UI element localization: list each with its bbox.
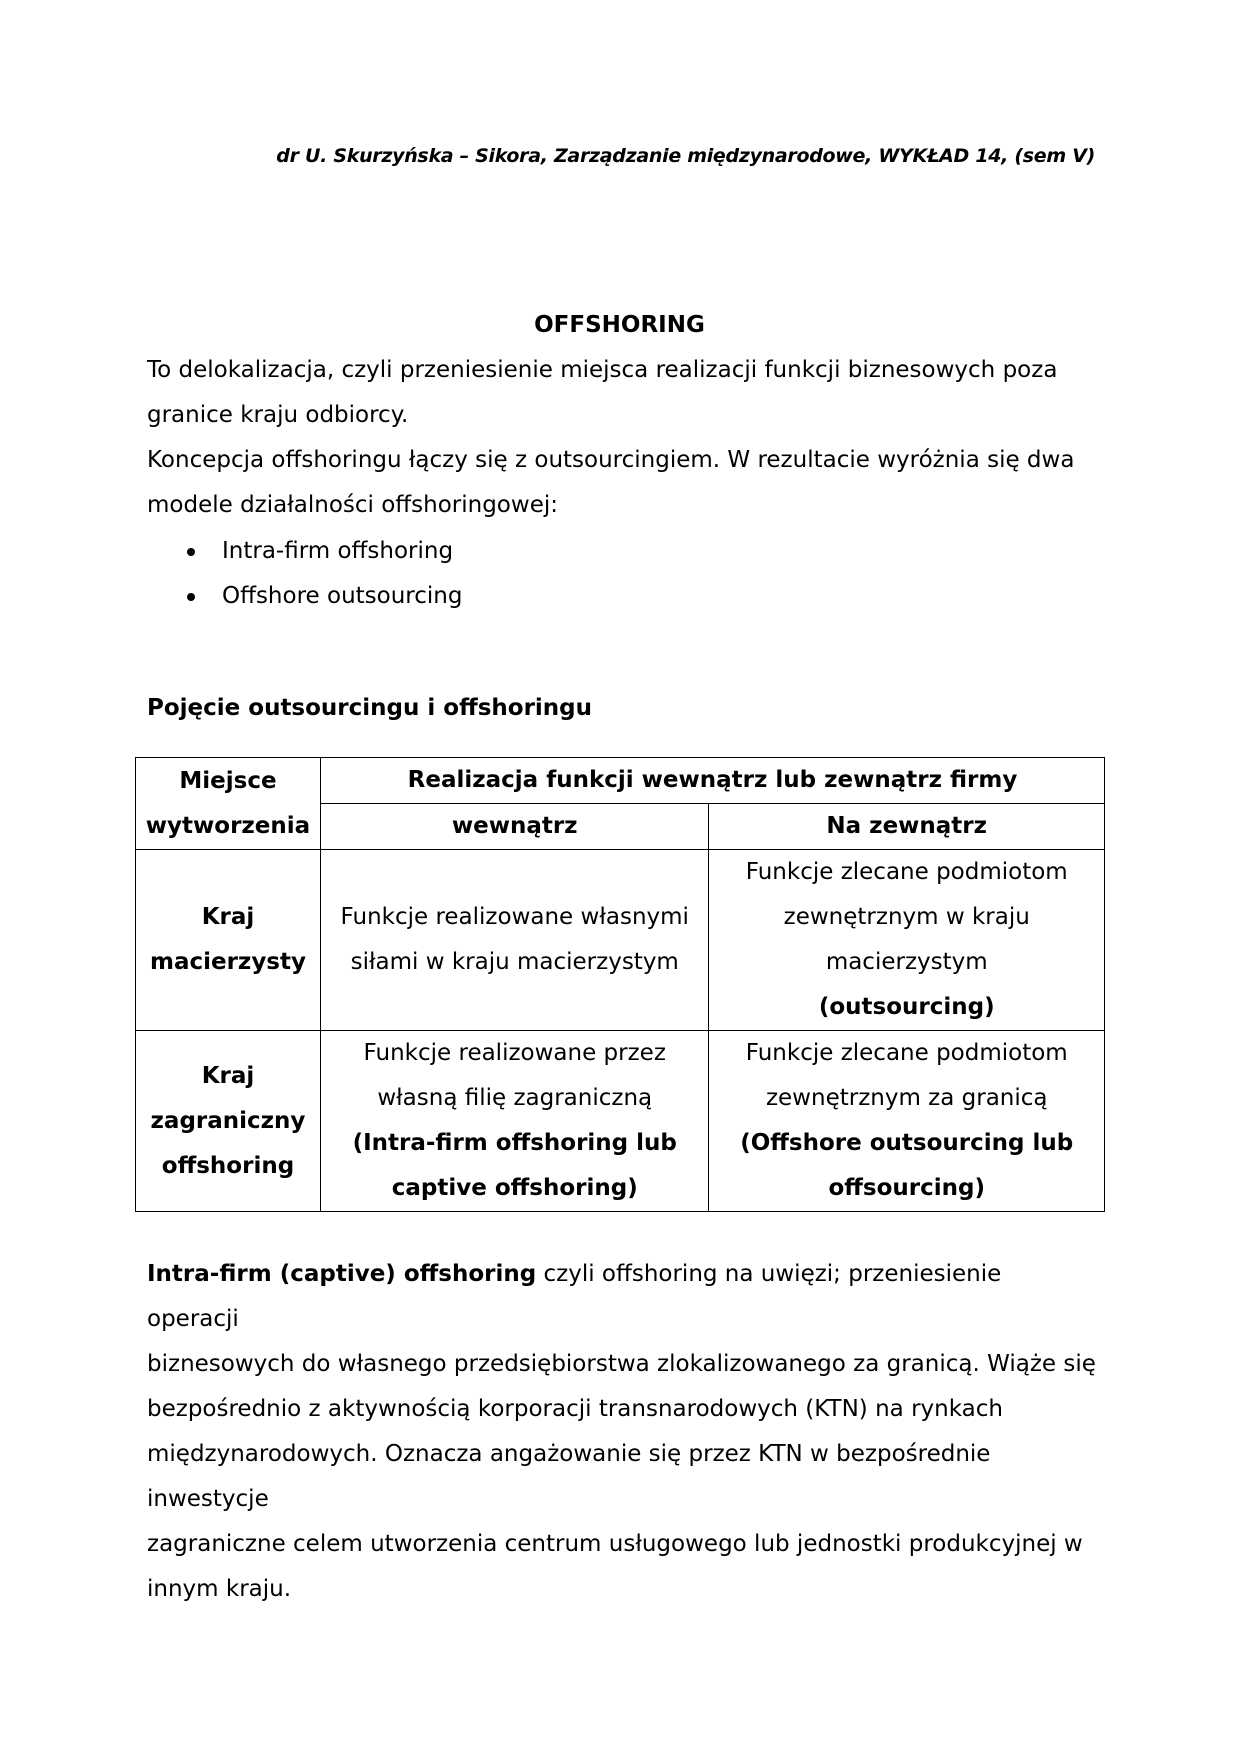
intro-line: To delokalizacja, czyli przeniesienie miejsca realizacji funkcji biznesowych poza (147, 357, 1058, 383)
paragraph-line: zagraniczne celem utworzenia centrum usługowego lub jednostki produkcyjnej w (147, 1531, 1083, 1557)
table-cell: Funkcje realizowane własnymi siłami w kraju macierzystym (320, 850, 708, 1031)
bullet-icon (187, 593, 195, 601)
models-list (147, 529, 1047, 619)
list-item (147, 529, 1047, 574)
intro-line: modele działalności offshoringowej: (147, 492, 558, 518)
corner-header-cell: Miejsce wytworzenia (136, 758, 321, 850)
paragraph-line: biznesowych do własnego przedsiębiorstwa zlokalizowanego za granicą. Wiąże się (147, 1351, 1096, 1377)
table-header-row (136, 758, 1105, 804)
bullet-icon (187, 548, 195, 556)
table-row (136, 1031, 1105, 1212)
column-header-outside: Na zewnątrz (709, 804, 1105, 850)
lecture-header: dr U. Skurzyńska – Sikora, Zarządzanie międzynarodowe, WYKŁAD 14, (sem V) (276, 145, 1095, 167)
paragraph-line: międzynarodowych. Oznacza angażowanie się przez KTN w bezpośrednie inwestycje (147, 1441, 991, 1512)
list-item-label: Intra-firm offshoring (222, 538, 454, 564)
list-item-label: Offshore outsourcing (222, 583, 463, 609)
intro-line: Koncepcja offshoringu łączy się z outsourcingiem. W rezultacie wyróżnia się dwa (147, 447, 1075, 473)
column-header-inside: wewnątrz (320, 804, 708, 850)
page-title: OFFSHORING (534, 312, 705, 338)
intro-line: granice kraju odbiorcy. (147, 402, 409, 428)
outsourcing-offshoring-table (135, 757, 1105, 1212)
bold-term: Intra-firm (captive) offshoring (147, 1261, 537, 1287)
section-heading: Pojęcie outsourcingu i offshoringu (147, 695, 593, 721)
intro-paragraph (147, 348, 1097, 528)
paragraph-line: bezpośrednio z aktywnością korporacji transnarodowych (KTN) na rynkach (147, 1396, 1003, 1422)
row-label-home-country: Kraj macierzysty (136, 850, 321, 1031)
table-cell: Funkcje zlecane podmiotom zewnętrznym za granicą (Offshore outsourcing lub offsourcing) (709, 1031, 1105, 1212)
group-header-cell: Realizacja funkcji wewnątrz lub zewnątrz firmy (320, 758, 1104, 804)
table-row (136, 850, 1105, 1031)
paragraph-line: Intra-firm (captive) offshoring czyli offshoring na uwięzi; przeniesienie operacji (147, 1261, 1002, 1332)
row-label-foreign-country: Kraj zagraniczny offshoring (136, 1031, 321, 1212)
captive-offshoring-paragraph (147, 1252, 1097, 1612)
table-cell: Funkcje zlecane podmiotom zewnętrznym w kraju macierzystym (outsourcing) (709, 850, 1105, 1031)
list-item (147, 574, 1047, 619)
table-cell: Funkcje realizowane przez własną filię zagraniczną (Intra-firm offshoring lub captive offshoring) (320, 1031, 708, 1212)
paragraph-line: innym kraju. (147, 1576, 292, 1602)
